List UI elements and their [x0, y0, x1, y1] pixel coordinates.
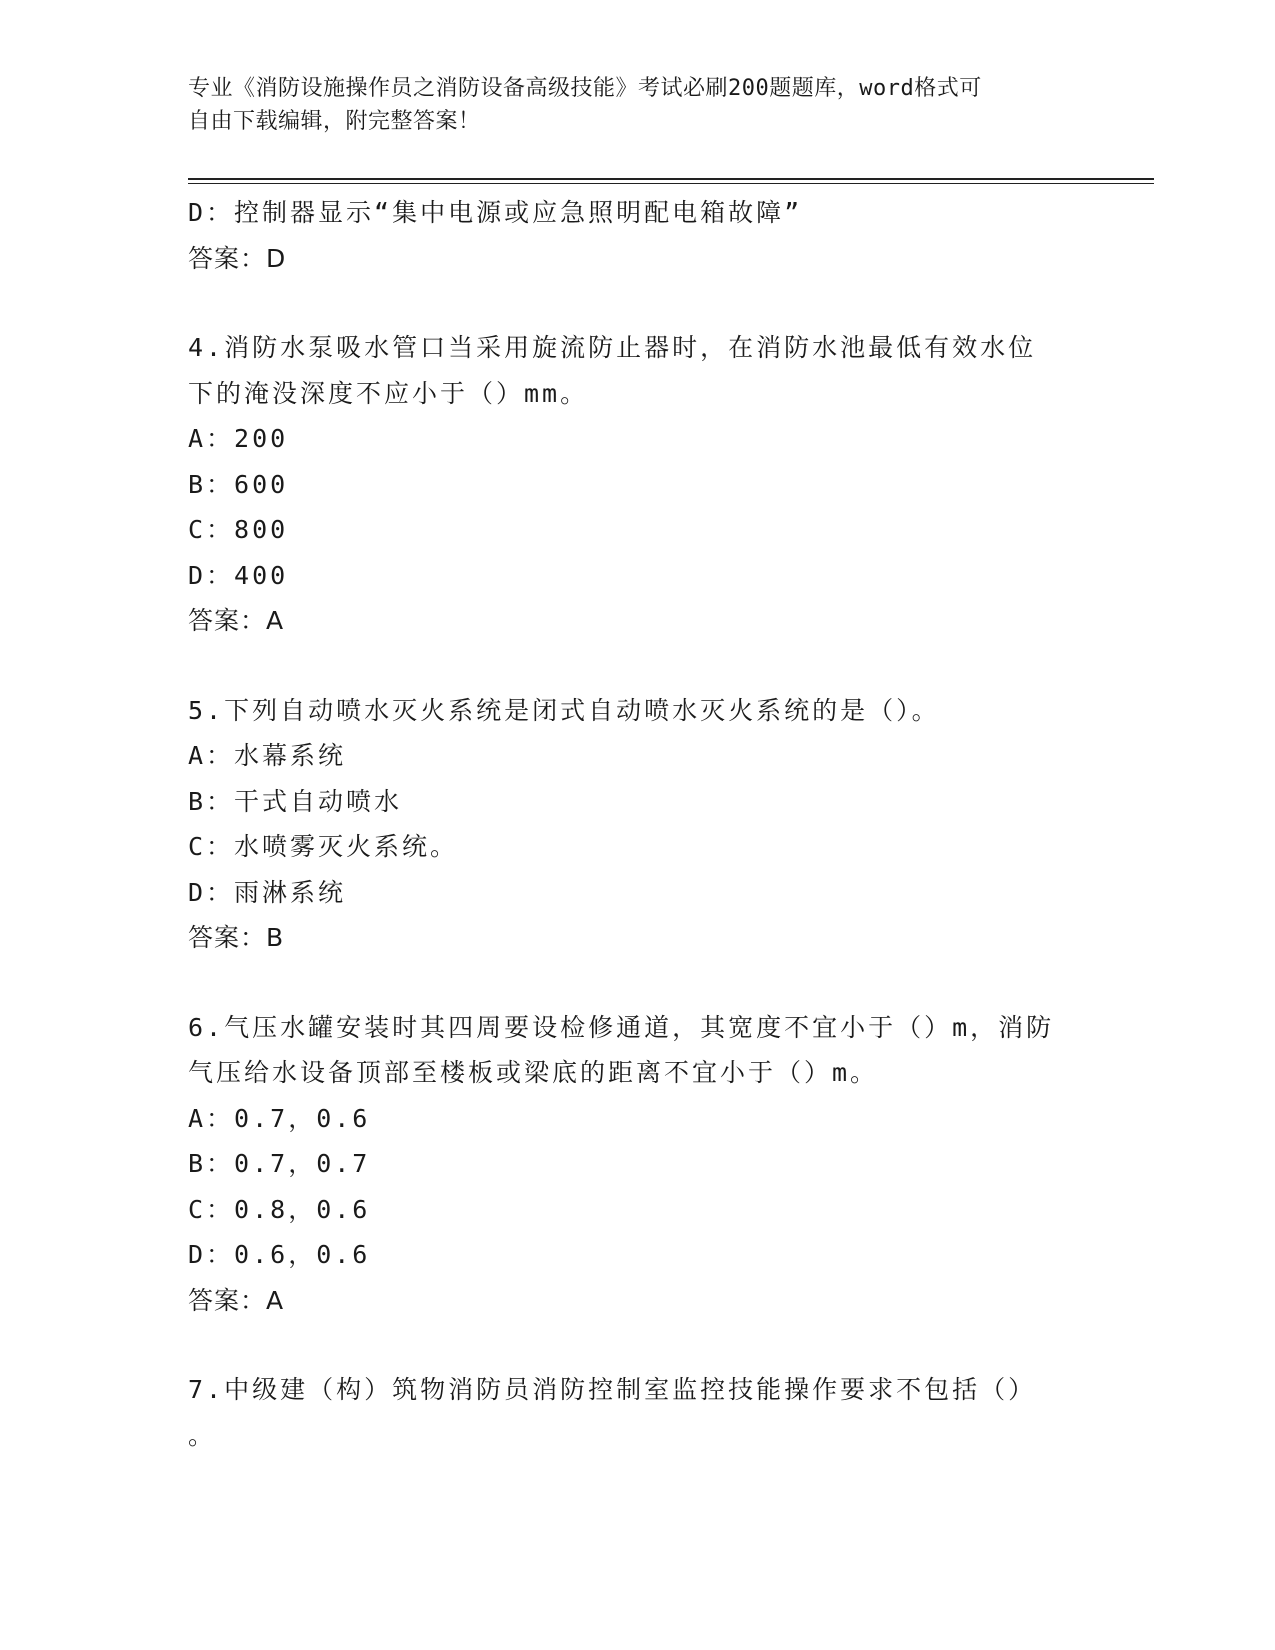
question-text-line-2: 。	[188, 1420, 217, 1450]
option-c: C：800	[188, 515, 289, 544]
option-a: A：200	[188, 424, 289, 453]
header-divider-thin	[188, 183, 1154, 184]
header-title-line-1: 专业《消防设施操作员之消防设备高级技能》考试必刷200题题库，word格式可	[188, 76, 982, 101]
header-divider-thick	[188, 178, 1154, 180]
answer-line: 答案：A	[188, 1285, 285, 1315]
option-a: A：水幕系统	[188, 741, 347, 770]
spacer	[188, 1323, 1088, 1367]
spacer	[188, 644, 1088, 688]
option-a: A：0.7，0.6	[188, 1103, 371, 1133]
question-4	[188, 325, 1088, 644]
option-d: D：400	[188, 560, 289, 590]
spacer	[188, 961, 1088, 1005]
question-5	[188, 688, 1088, 961]
option-b: B：0.7，0.7	[188, 1149, 371, 1178]
answer-line: 答案：D	[188, 243, 287, 273]
option-d: D：雨淋系统	[188, 877, 347, 907]
option-c: C：水喷雾灭火系统。	[188, 832, 459, 861]
spacer	[188, 281, 1088, 325]
question-text-line-2: 气压给水设备顶部至楼板或梁底的距离不宜小于（）m。	[188, 1058, 879, 1087]
question-3-tail	[188, 190, 1088, 281]
question-text-line-1: 4.消防水泵吸水管口当采用旋流防止器时，在消防水池最低有效水位	[188, 333, 1037, 362]
question-text-line-1: 5.下列自动喷水灭火系统是闭式自动喷水灭火系统的是（）。	[188, 695, 940, 725]
header-title-line-2: 自由下载编辑，附完整答案！	[188, 109, 481, 134]
question-text-line-1: 6.气压水罐安装时其四周要设检修通道，其宽度不宜小于（）m，消防	[188, 1012, 1055, 1042]
answer-line: 答案：A	[188, 606, 285, 635]
question-text-line-2: 下的淹没深度不应小于（）mm。	[188, 378, 589, 408]
option-d: D：控制器显示“集中电源或应急照明配电箱故障”	[188, 198, 803, 227]
option-b: B：干式自动喷水	[188, 786, 403, 816]
option-b: B：600	[188, 469, 289, 499]
document-header	[188, 72, 1068, 138]
question-7	[188, 1367, 1088, 1458]
question-text-line-1: 7.中级建（构）筑物消防员消防控制室监控技能操作要求不包括（）	[188, 1375, 1037, 1404]
question-6	[188, 1005, 1088, 1324]
option-d: D：0.6，0.6	[188, 1240, 371, 1269]
document-body	[188, 190, 1088, 1458]
answer-line: 答案：B	[188, 923, 285, 952]
option-c: C：0.8，0.6	[188, 1194, 371, 1224]
